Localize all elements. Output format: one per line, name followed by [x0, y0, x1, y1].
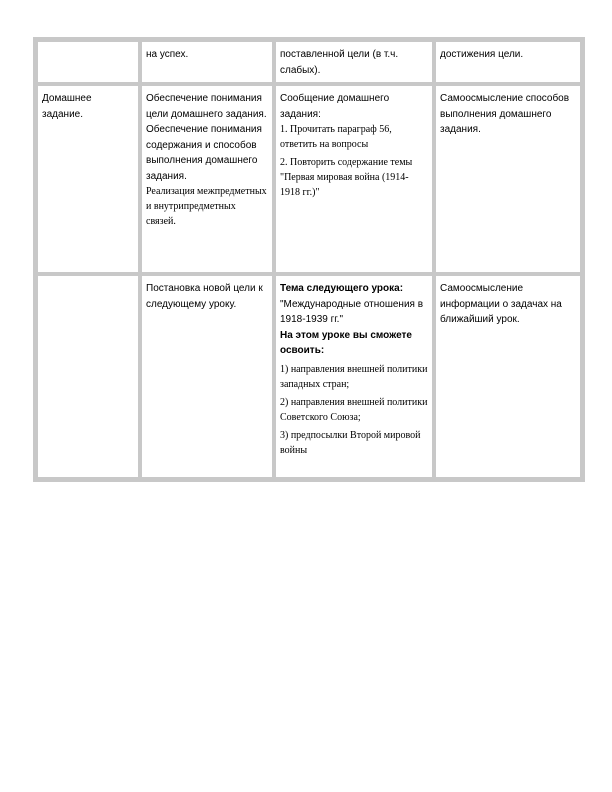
next-topic-value: "Международные отношения в 1918-1939 гг." — [280, 298, 424, 325]
next-topic — [280, 281, 428, 328]
goal-text: Обеспечение понимания цели домашнего задания. — [146, 93, 267, 120]
teacher-activity-cell — [274, 84, 434, 274]
student-activity-cell: Самоосмысление информации о задачах на ближайший урок. — [434, 274, 582, 479]
topic-item: 2) направления внешней политики Советского Союза; — [280, 396, 428, 423]
goal-text: Обеспечение понимания содержания и способов выполнения домашнего задания. — [146, 124, 262, 182]
stage-cell — [36, 40, 140, 84]
goal-cell: на успех. — [140, 40, 274, 84]
stage-cell — [36, 274, 140, 479]
topic-item: 1) направления внешней политики западных стран; — [280, 363, 428, 390]
stage-cell: Домашнее задание. — [36, 84, 140, 274]
goal-cell — [140, 84, 274, 274]
homework-title: Сообщение домашнего задания: — [280, 93, 390, 120]
topic-item: 3) предпосылки Второй мировой войны — [280, 429, 421, 456]
table-row — [36, 40, 582, 84]
table-row — [36, 274, 582, 479]
next-topic-label: Тема следующего урока: — [280, 283, 404, 294]
goal-text: Реализация межпредметных и внутрипредметных связей. — [146, 186, 267, 227]
next-topic-note: На этом уроке вы сможете освоить: — [280, 329, 412, 356]
goal-cell: Постановка новой цели к следующему уроку. — [140, 274, 274, 479]
teacher-activity-cell: поставленной цели (в т.ч. слабых). — [274, 40, 434, 84]
student-activity-cell: достижения цели. — [434, 40, 582, 84]
teacher-activity-cell — [274, 274, 434, 479]
lesson-plan-table — [33, 37, 585, 482]
homework-item: 2. Повторить содержание темы "Первая мировая война (1914-1918 гг.)" — [280, 157, 413, 198]
homework-item: 1. Прочитать параграф 56, ответить на вопросы — [280, 124, 392, 150]
table-row — [36, 84, 582, 274]
student-activity-cell: Самоосмысление способов выполнения домашнего задания. — [434, 84, 582, 274]
